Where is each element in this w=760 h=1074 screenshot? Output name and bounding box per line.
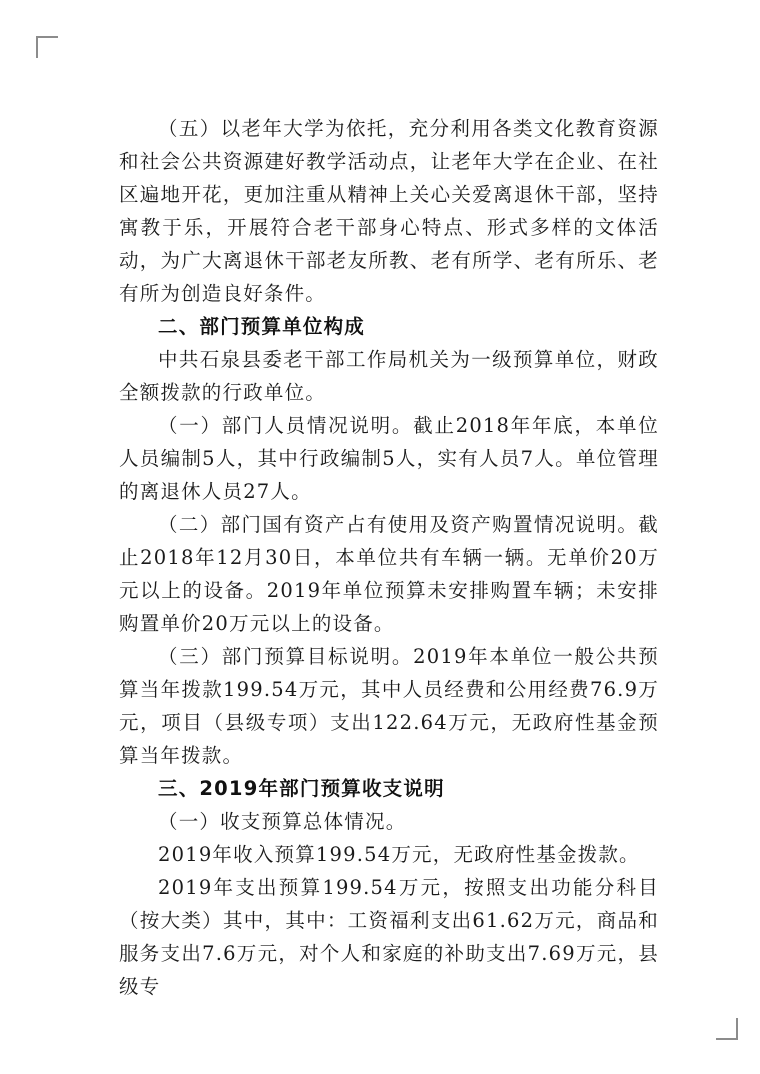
paragraph-expenditure-budget: 2019年支出预算199.54万元，按照支出功能分科目（按大类）其中，其中：工资福利支出61.62万元，商品和服务支出7.6万元，对个人和家庭的补助支出7.69万元，县级专 [119, 876, 659, 998]
paragraph-revenue-budget: 2019年收入预算199.54万元，无政府性基金拨款。 [158, 843, 640, 866]
section-heading-revenue-expenditure: 三、2019年部门预算收支说明 [158, 777, 445, 800]
paragraph-staffing: （一）部门人员情况说明。截止2018年年底，本单位人员编制5人，其中行政编制5人，实有人员7人。单位管理的离退休人员27人。 [119, 414, 659, 503]
paragraph-budget-targets: （三）部门预算目标说明。2019年本单位一般公共预算当年拨款199.54万元，其中人员经费和公用经费76.9万元，项目（县级专项）支出122.64万元，无政府性基金预算当年拨款。 [119, 645, 659, 767]
scan-corner-mark-bottom-right-vertical [736, 1018, 738, 1040]
scan-corner-mark-bottom-right [716, 1038, 738, 1040]
paragraph-overall-budget-title: （一）收支预算总体情况。 [158, 810, 407, 833]
section-heading-budget-units: 二、部门预算单位构成 [158, 315, 366, 338]
document-body [119, 112, 659, 1003]
scan-corner-mark-top-left [36, 36, 58, 38]
scan-corner-mark-top-left-vertical [36, 36, 38, 58]
paragraph-state-assets: （二）部门国有资产占有使用及资产购置情况说明。截止2018年12月30日，本单位共有车辆一辆。无单价20万元以上的设备。2019年单位预算未安排购置车辆；未安排购置单价20万元以上的设备。 [119, 513, 659, 635]
paragraph-budget-unit-description: 中共石泉县委老干部工作局机关为一级预算单位，财政全额拨款的行政单位。 [119, 348, 659, 404]
paragraph-item-five: （五）以老年大学为依托，充分利用各类文化教育资源和社会公共资源建好教学活动点，让老年大学在企业、在社区遍地开花，更加注重从精神上关心关爱离退休干部，坚持寓教于乐，开展符合老干部身心特点、形式多样的文体活动，为广大离退休干部老友所教、老有所学、老有所乐、老有所为创造良好条件。 [119, 117, 659, 305]
